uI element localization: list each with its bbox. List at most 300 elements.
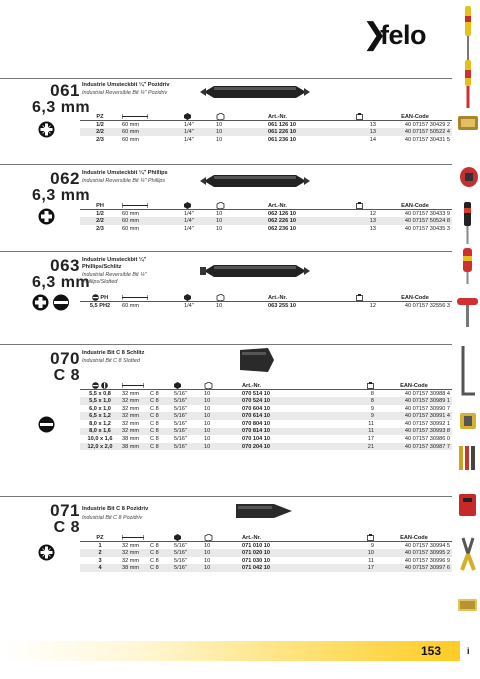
cell-pack: 10 bbox=[202, 564, 240, 572]
slotted-small-icon bbox=[92, 294, 99, 301]
shank-header bbox=[148, 534, 172, 542]
cell-type: 5,5 PH2 bbox=[89, 302, 111, 309]
cell-drive: 5/16" bbox=[172, 549, 202, 557]
cell-type: 2 bbox=[80, 549, 120, 557]
art-header: Art.-Nr. bbox=[266, 294, 354, 302]
weight-icon bbox=[367, 382, 374, 389]
cell-type: 1 bbox=[98, 542, 102, 549]
table-row bbox=[80, 121, 452, 129]
product-code bbox=[32, 81, 91, 116]
cell-type: 8,0 x 1,2 bbox=[89, 420, 111, 427]
hex-key-thumbnail-icon[interactable] bbox=[455, 342, 480, 402]
section-divider bbox=[0, 78, 80, 79]
table-row bbox=[80, 217, 452, 225]
cell-weight: 8 bbox=[326, 397, 376, 405]
logo-chevron: ❯ bbox=[362, 17, 388, 52]
cell-drive: 5/16" bbox=[174, 420, 187, 427]
cell-ean: 40 07157 30990 7 bbox=[404, 405, 450, 412]
table-row bbox=[80, 128, 452, 136]
cell-shank: C 8 bbox=[148, 564, 172, 572]
felo-logo bbox=[362, 17, 452, 52]
cell-drive: 5/16" bbox=[172, 428, 202, 436]
cell-length: 38 mm bbox=[120, 443, 148, 451]
cell-shank: C 8 bbox=[148, 443, 172, 451]
cell-weight: 13 bbox=[369, 121, 376, 128]
cell-weight: 17 bbox=[326, 564, 376, 572]
product-subtitle-line1: Industrial Reversible Bit ¼" bbox=[82, 272, 147, 278]
cell-weight: 17 bbox=[367, 435, 374, 442]
page-number: 153 bbox=[421, 644, 442, 658]
cell-type: 5,5 x 1,0 bbox=[80, 397, 120, 405]
drive-header bbox=[172, 382, 202, 390]
cell-pack: 10 bbox=[216, 225, 223, 232]
table-row bbox=[80, 435, 452, 443]
product-title-line2: Phillips/Schlitz bbox=[82, 264, 122, 270]
table-row bbox=[80, 405, 452, 413]
cell-weight: 21 bbox=[326, 443, 376, 451]
product-size: 6,3 mm bbox=[32, 187, 91, 204]
slot-width-icon bbox=[101, 382, 108, 389]
weight-header bbox=[354, 294, 378, 302]
cell-pack: 10 bbox=[202, 397, 240, 405]
cell-pack: 10 bbox=[214, 217, 266, 225]
cell-type: 12,0 x 2,0 bbox=[80, 443, 120, 451]
cell-shank: C 8 bbox=[150, 405, 159, 412]
table-row bbox=[80, 428, 452, 436]
cell-ean: 40 07157 30991 4 bbox=[376, 412, 452, 420]
cell-type: 8,0 x 1,6 bbox=[80, 428, 120, 436]
product-code bbox=[32, 350, 80, 384]
cell-shank: C 8 bbox=[148, 412, 172, 420]
art-header: Art.-Nr. bbox=[266, 113, 354, 121]
weight-icon bbox=[356, 202, 363, 209]
cell-art-no: 062 226 10 bbox=[266, 217, 354, 225]
weight-icon bbox=[356, 113, 363, 120]
cell-pack: 10 bbox=[204, 390, 211, 397]
section-divider bbox=[80, 251, 452, 252]
table-row bbox=[80, 420, 452, 428]
cell-art-no: 070 514 10 bbox=[242, 390, 270, 397]
cell-pack: 10 bbox=[204, 405, 211, 412]
cell-drive: 5/16" bbox=[174, 405, 187, 412]
cell-drive: 5/16" bbox=[172, 412, 202, 420]
hex-drive-icon bbox=[184, 113, 191, 120]
ean-header: EAN-Code bbox=[378, 113, 452, 121]
precision-screwdriver-thumbnail-icon[interactable] bbox=[455, 200, 480, 246]
cell-weight: 8 bbox=[370, 390, 374, 397]
product-subtitle: Industrial Bit C 8 Slotted bbox=[82, 358, 140, 364]
type-header bbox=[80, 382, 120, 390]
type-header: PZ bbox=[80, 113, 120, 121]
cell-drive: 5/16" bbox=[172, 443, 202, 451]
product-code bbox=[32, 502, 80, 536]
ratchet-screwdriver-thumbnail-icon[interactable] bbox=[455, 246, 480, 286]
length-icon bbox=[122, 295, 148, 300]
cell-shank: C 8 bbox=[150, 542, 159, 549]
hex-drive-icon bbox=[174, 382, 181, 389]
product-number: 061 bbox=[50, 81, 80, 100]
ean-header: EAN-Code bbox=[376, 534, 452, 542]
slotted-icon bbox=[38, 416, 55, 433]
length-header bbox=[120, 382, 148, 390]
reversible-bit-image bbox=[200, 260, 310, 282]
cell-weight: 9 bbox=[370, 542, 374, 549]
cell-ean: 40 07157 32556 3 bbox=[404, 302, 450, 309]
weight-header bbox=[354, 202, 378, 210]
length-icon bbox=[122, 535, 144, 540]
cell-art-no: 071 010 10 bbox=[242, 542, 270, 549]
weight-header bbox=[354, 113, 378, 121]
product-size: C 8 bbox=[53, 519, 80, 536]
spec-table bbox=[80, 382, 452, 450]
length-header bbox=[120, 294, 182, 302]
spec-table bbox=[80, 202, 452, 232]
t-handle-thumbnail-icon[interactable] bbox=[455, 294, 480, 330]
cell-ean: 40 07157 30989 1 bbox=[376, 397, 452, 405]
cell-drive: 5/16" bbox=[174, 435, 187, 442]
drive-header bbox=[182, 113, 214, 121]
cell-weight: 11 bbox=[368, 420, 374, 427]
length-icon bbox=[122, 203, 148, 208]
cell-pack: 10 bbox=[204, 435, 211, 442]
table-row bbox=[80, 557, 452, 565]
cell-ean: 40 07157 30996 9 bbox=[404, 557, 450, 564]
product-title: Industrie Bit C 8 Schlitz bbox=[82, 350, 145, 356]
cell-art-no: 062 126 10 bbox=[268, 210, 296, 217]
cell-pack: 10 bbox=[216, 302, 223, 309]
product-number: 063 bbox=[50, 256, 80, 275]
table-row bbox=[80, 412, 452, 420]
hex-drive-icon bbox=[184, 294, 191, 301]
product-title: Industrie Umsteckbit ¼" Pozidriv bbox=[82, 82, 170, 88]
weight-header bbox=[326, 534, 376, 542]
art-header: Art.-Nr. bbox=[240, 534, 326, 542]
product-code bbox=[32, 256, 91, 291]
cell-length: 60 mm bbox=[122, 121, 140, 128]
cell-type: 2/3 bbox=[96, 225, 104, 232]
cell-drive: 1/4" bbox=[182, 217, 214, 225]
product-number: 070 bbox=[50, 349, 80, 368]
cell-length: 60 mm bbox=[122, 225, 140, 232]
pack-quantity-icon bbox=[204, 382, 213, 389]
product-subtitle: Industrial Reversible Bit ¼" Pozidriv bbox=[82, 90, 168, 96]
cell-pack: 10 bbox=[216, 210, 223, 217]
cell-type: 2/2 bbox=[80, 217, 120, 225]
shank-header bbox=[148, 382, 172, 390]
pozidriv-icon bbox=[38, 544, 55, 561]
cell-ean: 40 07157 30987 7 bbox=[376, 443, 452, 451]
cell-type: 4 bbox=[80, 564, 120, 572]
cell-drive: 1/4" bbox=[184, 225, 194, 232]
tool-case-thumbnail-icon[interactable] bbox=[455, 488, 480, 522]
hex-drive-icon bbox=[174, 534, 181, 541]
cell-art-no: 071 042 10 bbox=[240, 564, 326, 572]
reversible-bit-image bbox=[200, 81, 310, 103]
section-divider bbox=[0, 164, 80, 165]
cell-pack: 10 bbox=[204, 557, 211, 564]
cell-ean: 40 07157 30433 9 bbox=[404, 210, 450, 217]
phillips-icon bbox=[38, 208, 55, 225]
cell-art-no: 070 524 10 bbox=[240, 397, 326, 405]
cell-type: 1/2 bbox=[96, 210, 104, 217]
pliers-thumbnail-icon[interactable] bbox=[455, 534, 480, 574]
cell-pack: 10 bbox=[202, 428, 240, 436]
cell-weight: 11 bbox=[326, 428, 376, 436]
product-subtitle bbox=[82, 272, 147, 286]
cell-shank: C 8 bbox=[150, 420, 159, 427]
cell-drive: 1/4" bbox=[182, 128, 214, 136]
cell-weight: 12 bbox=[369, 302, 376, 309]
art-header: Art.-Nr. bbox=[240, 382, 326, 390]
product-subtitle: Industrial Bit C 8 Pozidriv bbox=[82, 515, 143, 521]
cell-ean: 40 07157 50524 8 bbox=[378, 217, 452, 225]
cell-length: 60 mm bbox=[120, 217, 182, 225]
cell-type: 6,0 x 1,0 bbox=[89, 405, 111, 412]
cell-pack: 10 bbox=[204, 542, 211, 549]
table-row bbox=[80, 390, 452, 398]
cell-length: 60 mm bbox=[122, 210, 140, 217]
cell-art-no: 070 204 10 bbox=[240, 443, 326, 451]
cell-weight: 14 bbox=[369, 136, 376, 143]
cell-drive: 1/4" bbox=[184, 210, 194, 217]
cell-weight: 13 bbox=[354, 128, 378, 136]
table-row bbox=[80, 443, 452, 451]
cell-type: 5,5 x 0,8 bbox=[89, 390, 111, 397]
weight-icon bbox=[356, 294, 363, 301]
product-title: Industrie Bit C 8 Pozidriv bbox=[82, 506, 149, 512]
drive-header bbox=[172, 534, 202, 542]
cell-ean: 40 07157 30429 2 bbox=[404, 121, 450, 128]
vde-screwdriver-thumbnail-icon[interactable] bbox=[455, 58, 480, 110]
cell-weight: 10 bbox=[326, 549, 376, 557]
hex-drive-icon bbox=[184, 202, 191, 209]
art-header: Art.-Nr. bbox=[266, 202, 354, 210]
type-header: PH bbox=[80, 202, 120, 210]
spec-table bbox=[80, 534, 452, 572]
cell-shank: C 8 bbox=[148, 549, 172, 557]
cell-ean: 40 07157 30994 5 bbox=[404, 542, 450, 549]
cell-weight: 9 bbox=[326, 412, 376, 420]
length-icon bbox=[122, 114, 148, 119]
cell-type: 10,0 x 1,6 bbox=[87, 435, 113, 442]
cell-ean: 40 07157 30986 0 bbox=[404, 435, 450, 442]
cell-art-no: 071 030 10 bbox=[242, 557, 270, 564]
cell-length: 32 mm bbox=[120, 412, 148, 420]
cell-art-no: 070 604 10 bbox=[242, 405, 270, 412]
cell-shank: C 8 bbox=[148, 428, 172, 436]
logo-wordmark: felo bbox=[380, 20, 427, 50]
cell-length: 32 mm bbox=[120, 397, 148, 405]
cell-shank: C 8 bbox=[150, 390, 159, 397]
cell-length: 60 mm bbox=[122, 302, 140, 309]
cell-pack: 10 bbox=[202, 443, 240, 451]
table-row bbox=[80, 397, 452, 405]
section-divider bbox=[80, 496, 452, 497]
category-sidebar bbox=[455, 0, 480, 679]
product-title bbox=[82, 257, 146, 271]
screwdriver-set-thumbnail-icon[interactable] bbox=[455, 440, 480, 476]
length-header bbox=[120, 113, 182, 121]
cell-drive: 5/16" bbox=[174, 557, 187, 564]
section-divider bbox=[0, 251, 80, 252]
cell-length: 38 mm bbox=[120, 564, 148, 572]
page-footer bbox=[0, 641, 480, 661]
cell-ean: 40 07157 30988 4 bbox=[404, 390, 450, 397]
cell-pack: 10 bbox=[214, 128, 266, 136]
phillips-slotted-icon bbox=[32, 294, 72, 311]
product-code bbox=[32, 169, 91, 204]
cell-art-no: 061 126 10 bbox=[268, 121, 296, 128]
pack-quantity-icon bbox=[216, 113, 225, 120]
cell-shank: C 8 bbox=[148, 397, 172, 405]
cell-art-no: 070 614 10 bbox=[240, 412, 326, 420]
index-mark: i bbox=[467, 646, 470, 656]
slotted-bit-image bbox=[238, 346, 276, 374]
cell-art-no: 062 236 10 bbox=[268, 225, 296, 232]
cell-length: 60 mm bbox=[120, 128, 182, 136]
bit-box-thumbnail-icon[interactable] bbox=[455, 596, 480, 616]
hex-key-set-thumbnail-icon[interactable] bbox=[455, 410, 480, 432]
product-number: 062 bbox=[50, 169, 80, 188]
drive-header bbox=[182, 294, 214, 302]
pack-header bbox=[214, 202, 266, 210]
table-row bbox=[80, 542, 452, 550]
bit-holder-thumbnail-icon[interactable] bbox=[455, 160, 480, 194]
cell-type: 6,5 x 1,2 bbox=[80, 412, 120, 420]
cell-length: 32 mm bbox=[122, 420, 140, 427]
pack-header bbox=[214, 113, 266, 121]
cell-weight: 9 bbox=[370, 405, 374, 412]
drive-header bbox=[182, 202, 214, 210]
table-row bbox=[80, 564, 452, 572]
cell-pack: 10 bbox=[202, 412, 240, 420]
section-divider bbox=[80, 344, 452, 345]
cell-length: 32 mm bbox=[122, 390, 140, 397]
product-subtitle-line2: Phillips/Slotted bbox=[82, 279, 118, 285]
cell-ean: 40 07157 50522 4 bbox=[378, 128, 452, 136]
cell-length: 60 mm bbox=[122, 136, 140, 143]
cell-length: 32 mm bbox=[122, 405, 140, 412]
pack-quantity-icon bbox=[204, 534, 213, 541]
pack-header bbox=[202, 534, 240, 542]
cell-type: 2/3 bbox=[96, 136, 104, 143]
product-title: Industrie Umsteckbit ¼" Phillips bbox=[82, 170, 168, 176]
cell-drive: 5/16" bbox=[172, 564, 202, 572]
cell-ean: 40 07157 30431 5 bbox=[404, 136, 450, 143]
cell-drive: 1/4" bbox=[184, 136, 194, 143]
cell-weight: 12 bbox=[369, 210, 376, 217]
type-header bbox=[80, 294, 120, 302]
cell-pack: 10 bbox=[216, 121, 223, 128]
cell-ean: 40 07157 30997 6 bbox=[376, 564, 452, 572]
length-icon bbox=[122, 383, 144, 388]
cell-ean: 40 07157 30435 3 bbox=[404, 225, 450, 232]
product-size: C 8 bbox=[53, 367, 80, 384]
cell-length: 32 mm bbox=[120, 549, 148, 557]
cell-pack: 10 bbox=[202, 549, 240, 557]
type-header: PZ bbox=[80, 534, 120, 542]
cell-pack: 10 bbox=[204, 420, 211, 427]
slotted-small-icon bbox=[92, 382, 99, 389]
cell-length: 32 mm bbox=[122, 557, 140, 564]
pack-quantity-icon bbox=[216, 294, 225, 301]
cell-shank: C 8 bbox=[150, 557, 159, 564]
section-divider bbox=[80, 164, 452, 165]
cell-drive: 1/4" bbox=[184, 302, 194, 309]
cell-art-no: 070 104 10 bbox=[242, 435, 270, 442]
ean-header: EAN-Code bbox=[376, 382, 452, 390]
section-divider bbox=[80, 78, 452, 79]
cell-length: 38 mm bbox=[122, 435, 140, 442]
cell-shank: C 8 bbox=[150, 435, 159, 442]
cell-pack: 10 bbox=[216, 136, 223, 143]
product-title-line1: Industrie Umsteckbit ¼" bbox=[82, 257, 147, 263]
cell-art-no: 061 236 10 bbox=[268, 136, 296, 143]
cell-drive: 1/4" bbox=[184, 121, 194, 128]
pack-quantity-icon bbox=[216, 202, 225, 209]
section-divider bbox=[0, 344, 80, 345]
cell-length: 32 mm bbox=[120, 428, 148, 436]
spec-table bbox=[80, 113, 452, 143]
cell-weight: 13 bbox=[369, 225, 376, 232]
footer-gradient-bar bbox=[0, 641, 460, 661]
spec-table bbox=[80, 294, 452, 309]
cell-drive: 5/16" bbox=[174, 542, 187, 549]
bit-set-thumbnail-icon[interactable] bbox=[455, 112, 480, 134]
cell-type: 1/2 bbox=[96, 121, 104, 128]
cell-drive: 5/16" bbox=[172, 397, 202, 405]
cell-art-no: 061 226 10 bbox=[266, 128, 354, 136]
type-header-label: PH bbox=[100, 295, 109, 302]
cell-drive: 5/16" bbox=[174, 390, 187, 397]
table-row bbox=[80, 549, 452, 557]
table-row bbox=[80, 136, 452, 144]
cell-art-no: 063 255 10 bbox=[268, 302, 296, 309]
ean-header: EAN-Code bbox=[378, 202, 452, 210]
length-header bbox=[120, 202, 182, 210]
cell-ean: 40 07157 30995 2 bbox=[376, 549, 452, 557]
ean-header: EAN-Code bbox=[378, 294, 452, 302]
section-divider bbox=[0, 496, 80, 497]
product-subtitle: Industrial Reversible Bit ¼" Phillips bbox=[82, 178, 166, 184]
cell-length: 32 mm bbox=[122, 542, 140, 549]
length-header bbox=[120, 534, 148, 542]
table-row bbox=[80, 302, 452, 310]
product-size: 6,3 mm bbox=[32, 274, 91, 291]
table-row bbox=[80, 225, 452, 233]
product-size: 6,3 mm bbox=[32, 99, 91, 116]
cell-weight: 11 bbox=[368, 557, 374, 564]
pack-header bbox=[214, 294, 266, 302]
cell-art-no: 071 020 10 bbox=[240, 549, 326, 557]
product-number: 071 bbox=[50, 501, 80, 520]
cell-type: 2/2 bbox=[80, 128, 120, 136]
weight-header bbox=[326, 382, 376, 390]
pozidriv-icon bbox=[38, 121, 55, 138]
screwdriver-thumbnail-icon[interactable] bbox=[455, 4, 480, 62]
cell-type: 3 bbox=[98, 557, 102, 564]
cell-ean: 40 07157 30993 8 bbox=[376, 428, 452, 436]
reversible-bit-image bbox=[200, 170, 310, 192]
cell-ean: 40 07157 30992 1 bbox=[404, 420, 450, 427]
pack-header bbox=[202, 382, 240, 390]
cell-art-no: 070 814 10 bbox=[240, 428, 326, 436]
cell-art-no: 070 804 10 bbox=[242, 420, 270, 427]
weight-icon bbox=[367, 534, 374, 541]
pozidriv-bit-image bbox=[234, 498, 294, 524]
table-row bbox=[80, 210, 452, 218]
cell-weight: 13 bbox=[354, 217, 378, 225]
